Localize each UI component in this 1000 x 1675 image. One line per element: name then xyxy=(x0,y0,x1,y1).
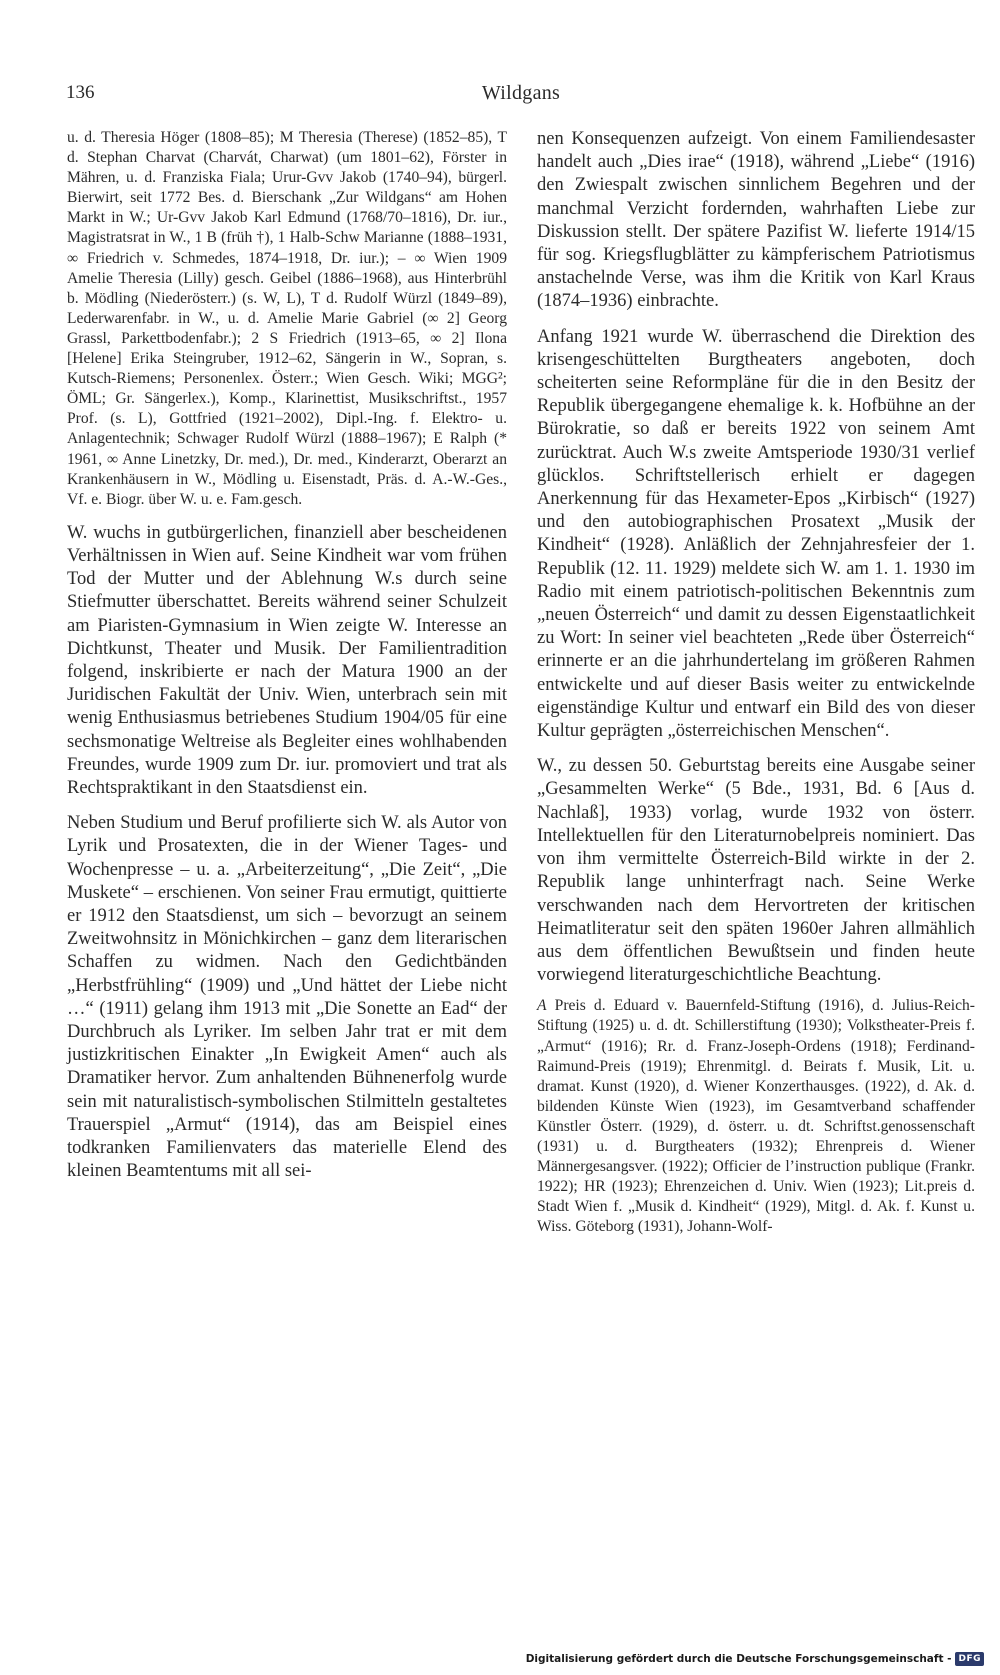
body-paragraph: Neben Studium und Beruf profilierte sich W. als Autor von Lyrik und Prosatexten, die in der Wiener Tages- und Wochenpresse – u. a. „Arbeiterzeitung“, „Die Zeit“, „Die Muskete“ – erschienen. Von seiner Frau ermutigt, quittierte er 1912 den Staatsdienst, um sich – bevorzugt an seinem Zweitwohnsitz in Mönichkirchen – ganz dem literarischen Schaffen zu widmen. Nach den Gedichtbänden „Herbstfrühling“ (1909) und „Und hättet der Liebe nicht …“ (1911) gelang ihm 1913 mit „Die Sonette an Ead“ der Durchbruch als Lyriker. Im selben Jahr trat er mit dem justizkritischen Einakter „In Ewigkeit Amen“ auch als Dramatiker hervor. Zum anhaltenden Bühnenerfolg wurde sein mit naturalistisch-symbolischen Stilmitteln gestaltetes Trauerspiel „Armut“ (1914), das am Beispiel eines todkranken Familienvaters das materielle Elend des kleinen Beamtentums mit all sei- xyxy=(67,813,507,1182)
awards-label: A xyxy=(537,997,547,1015)
footer-text: Digitalisierung gefördert durch die Deutsche Forschungsgemeinschaft - xyxy=(525,1653,952,1665)
body-paragraph: Anfang 1921 wurde W. überraschend die Direktion des krisengeschüttelten Burgtheaters angeboten, doch scheiterten seine Reformpläne für die in den Besitz der Republik übergegangene ehemalige k. k. Hofbühne an der Bürokratie, so daß er bereits 1922 von seinem Amt zurücktrat. Auch W.s zweite Amtsperiode 1930/31 verlief glücklos. Schriftstellerisch erhielt er dagegen Anerkennung für das Hexameter-Epos „Kirbisch“ (1927) und den autobiographischen Prosatext „Musik der Kindheit“ (1928). Anläßlich der Zehnjahresfeier der 1. Republik (12. 11. 1929) meldete sich W. am 1. 1. 1930 im Radio mit einem patriotisch-politischen Bekenntnis zum „neuen Österreich“ und damit zu dessen Eigenstaatlichkeit zu Wort: In seiner viel beachteten „Rede über Österreich“ erinnerte er an die jahrhundertelang im größeren Rahmen entwickelte und auf dieser Basis weiter zu entwickelnde eigenständige Kultur und entwarf ein Bild des von dieser Kultur geprägten „österreichischen Menschen“. xyxy=(537,326,975,742)
left-column xyxy=(67,128,507,1183)
page-number: 136 xyxy=(66,82,95,103)
awards-text: Preis d. Eduard v. Bauernfeld-Stiftung (1916), d. Julius-Reich-Stiftung (1925) u. d. dt. Schillerstiftung (1930); Volkstheater-Preis f. „Armut“ (1916); Rr. d. Franz-Joseph-Ordens (1918); Ferdinand-Raimund-Preis (1919); Ehrenmitgl. d. Beirats f. Musik, Lit. u. dramat. Kunst (1920), d. Wiener Konzerthausges. (1922), d. Ak. d. bildenden Künste Wien (1923), im Gesamtverband schaffender Künstler Österr. (1929), d. österr. u. dt. Schriftst.genossenschaft (1931) u. d. Burgtheaters (1932); Ehrenpreis d. Wiener Männergesangsver. (1922); Officier de l’instruction publique (Frankr. 1922); HR (1923); Ehrenzeichen d. Univ. Wien (1923); Lit.preis d. Stadt Wien f. „Musik d. Kindheit“ (1929), Mitgl. d. Ak. f. Kunst u. Wiss. Göteborg (1931), Johann-Wolf- xyxy=(537,997,975,1236)
right-column xyxy=(537,128,975,1237)
digitization-footer xyxy=(526,1649,984,1669)
body-paragraph: W. wuchs in gutbürgerlichen, finanziell aber bescheidenen Verhältnissen in Wien auf. Seine Kindheit war vom frühen Tod der Mutter und der Ablehnung W.s durch seine Stiefmutter überschattet. Bereits während seiner Schulzeit am Piaristen-Gymnasium in Wien zeigte W. Interesse an Dichtkunst, Theater und Musik. Der Familientradition folgend, inskribierte er nach der Matura 1900 an der Juridischen Fakultät der Univ. Wien, unterbrach sein mit wenig Enthusiasmus betriebenes Studium 1904/05 für eine sechsmonatige Weltreise als Begleiter eines wohlhabenden Freundes, wurde 1909 zum Dr. iur. promoviert und trat als Rechtspraktikant in den Staatsdienst ein. xyxy=(67,522,507,799)
dfg-logo-icon: DFG xyxy=(955,1652,984,1666)
genealogy-paragraph: u. d. Theresia Höger (1808–85); M Theresia (Therese) (1852–85), T d. Stephan Charvat (Charvát, Charwat) (um 1801–62), Förster in Mähren, u. d. Franziska Fiala; Urur-Gvv Jakob (1740–94), bürgerl. Bierwirt, seit 1772 Bes. d. Bierschank „Zur Wildgans“ am Hohen Markt in W.; Ur-Gvv Jakob Karl Edmund (1768/70–1816), Dr. iur., Magistratsrat in W., 1 B (früh †), 1 Halb-Schw Marianne (1888–1931, ∞ Friedrich v. Schmedes, 1874–1918, Dr. iur.); – ∞ Wien 1909 Amelie Theresia (Lilly) gesch. Geibel (1886–1968), aus Hinterbrühl b. Mödling (Niederösterr.) (s. W, L), T d. Rudolf Würzl (1849–89), Lederwarenfabr. in W., u. d. Amelie Marie Gabriel (∞ 2] Georg Grassl, Parkettbodenfabr.); 2 S Friedrich (1913–65, ∞ 2] Ilona [Helene] Erika Steingruber, 1912–62, Sängerin in W., Sopran, s. Kutsch-Riemens; Personenlex. Österr.; Wien Gesch. Wiki; MGG²; ÖML; Gr. Sängerlex.), Komp., Klarinettist, Musikschriftst., 1957 Prof. (s. L), Gottfried (1921–2002), Dipl.-Ing. f. Elektro- u. Anlagentechnik; Schwager Rudolf Würzl (1888–1967); E Ralph (* 1961, ∞ Anne Linetzky, Dr. med.), Dr. med., Kinderarzt, Oberarzt an Krankenhäusern in W., Mödling u. Eisenstadt, Präs. d. A.-W.-Ges., Vf. e. Biogr. über W. u. e. Fam.gesch. xyxy=(67,129,507,508)
body-paragraph: W., zu dessen 50. Geburtstag bereits eine Ausgabe seiner „Gesammelten Werke“ (5 Bde., 1931, Bd. 6 [Aus d. Nachlaß], 1933) vorlag, wurde 1932 von österr. Intellektuellen für den Literaturnobelpreis nominiert. Das von ihm vermittelte Österreich-Bild wirkte in der 2. Republik lange unhinterfragt nach. Seine Werke verschwanden nach dem Hervortreten der kritischen Heimatliteratur seit den späten 1960er Jahren allmählich aus dem öffentlichen Bewußtsein und finden heute vorwiegend literaturgeschichtliche Beachtung. xyxy=(537,756,975,986)
body-paragraph: nen Konsequenzen aufzeigt. Von einem Familiendesaster handelt auch „Dies irae“ (1918), während „Liebe“ (1916) den Zwiespalt zwischen sinnlichem Begehren und der manchmal Verzicht fordernden, wahrhaften Liebe zur Diskussion stellt. Der spätere Pazifist W. lieferte 1914/15 für sog. Kriegsflugblätter zu kämpferischem Patriotismus anstachelnde Verse, was ihm die Kritik von Karl Kraus (1874–1936) einbrachte. xyxy=(537,129,975,312)
running-title: Wildgans xyxy=(481,82,561,104)
page-header xyxy=(66,82,976,110)
awards-paragraph xyxy=(537,996,975,1237)
